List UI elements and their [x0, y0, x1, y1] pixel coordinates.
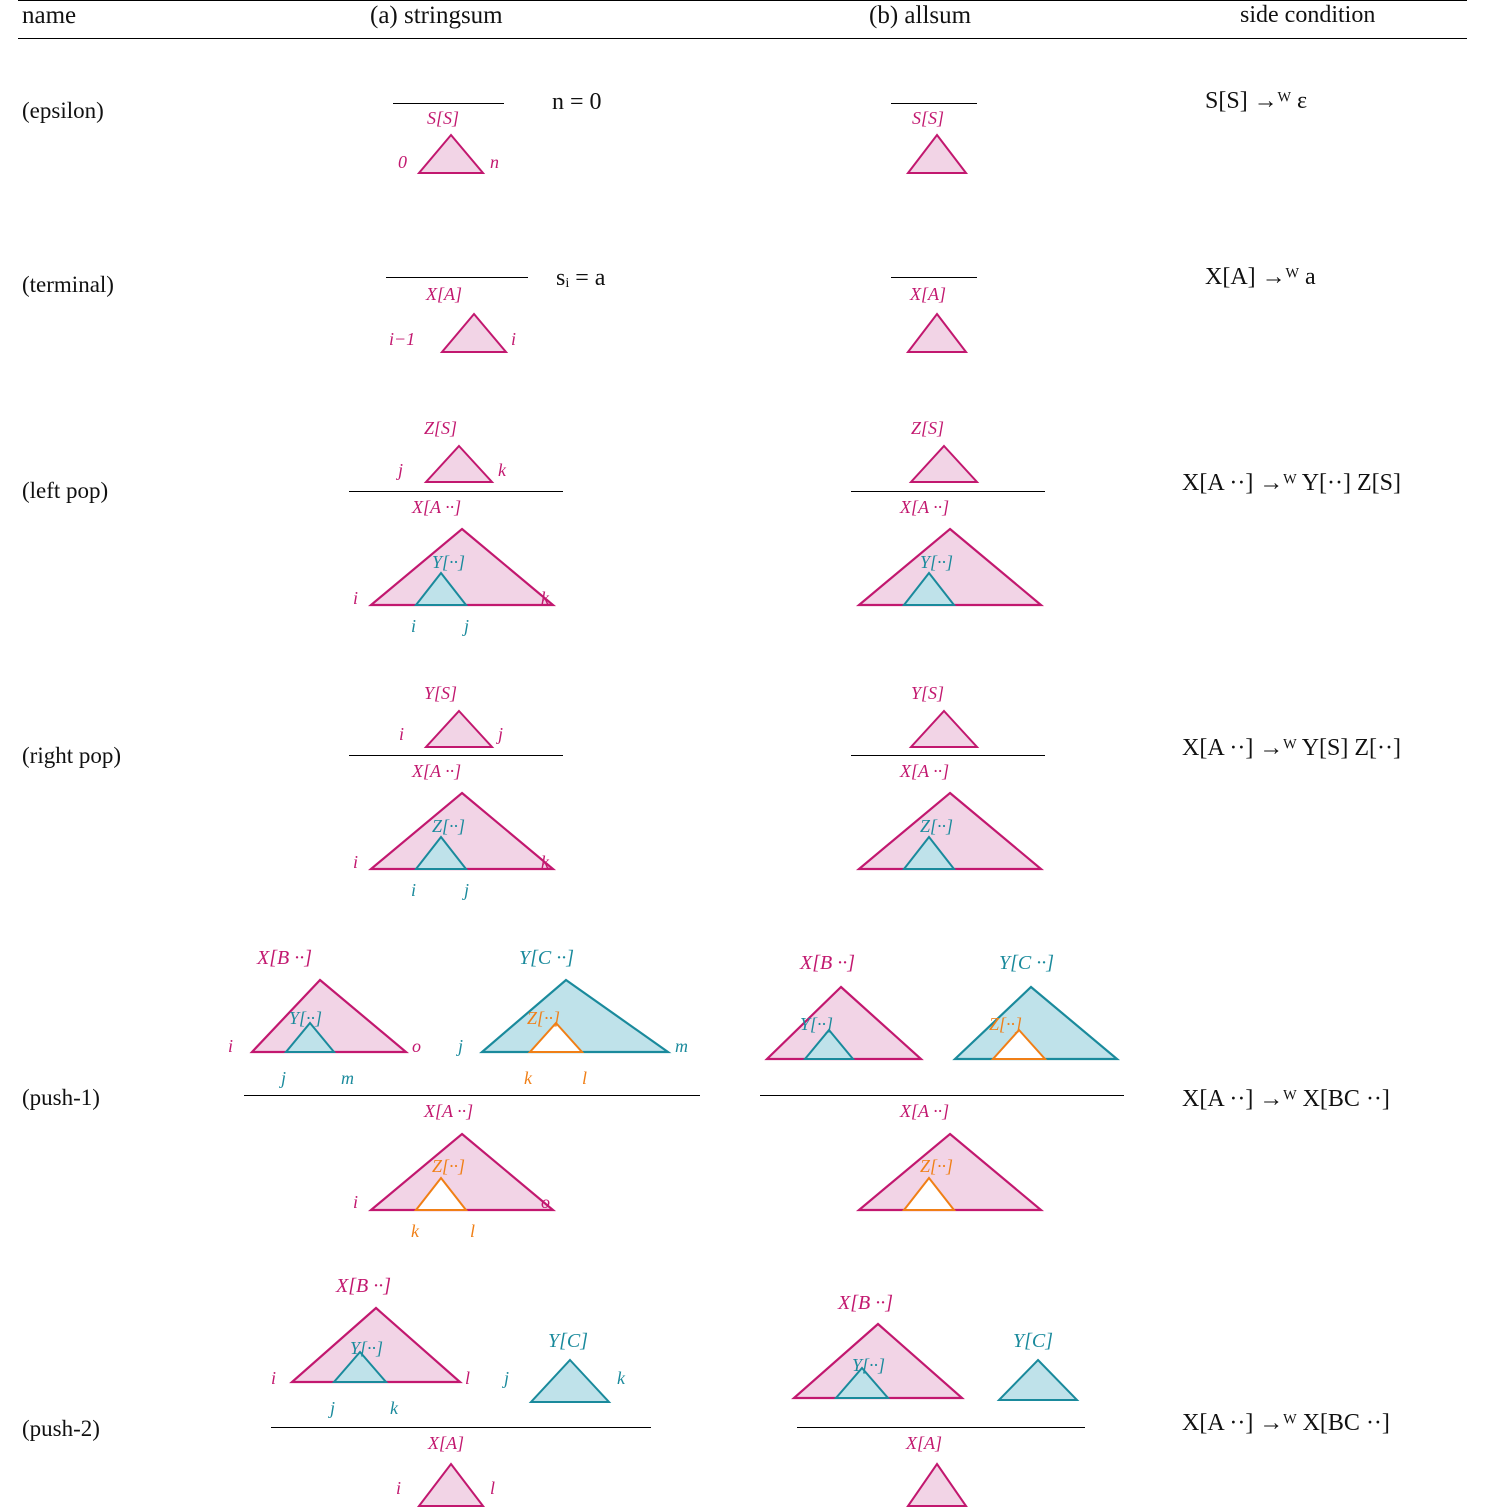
push1-a-inner-left-index: k: [411, 1221, 419, 1241]
right-pop-a-inner-right-index: j: [464, 880, 470, 900]
push1-a-premise1-inner-left-index: j: [281, 1068, 287, 1088]
push2-b-conclusion-triangle: [906, 1462, 968, 1508]
push1-a-premise2-left-index: j: [458, 1036, 464, 1056]
push2-b-premise1-inner-label: Y[··]: [852, 1355, 886, 1375]
right-pop-b-premise-label: Y[S]: [911, 683, 945, 703]
terminal-a-triangle: [440, 312, 508, 354]
epsilon-a-conclusion-label: S[S]: [427, 108, 460, 128]
right-pop-a-premise-left-index: i: [399, 724, 405, 744]
epsilon-b-conclusion-label: S[S]: [912, 108, 945, 128]
push1-b-premise2-triangle: [951, 985, 1123, 1063]
push1-a-conclusion-label: X[A ··]: [424, 1101, 474, 1121]
push1-a-right-index: o: [541, 1192, 550, 1212]
epsilon-extra-condition: n = 0: [552, 89, 602, 115]
left-pop-a-inner-left-index: i: [411, 616, 417, 636]
left-pop-a-conclusion-label: X[A ··]: [412, 497, 462, 517]
terminal-b-triangle: [906, 312, 968, 354]
push2-a-premise1-label: X[B ··]: [336, 1275, 391, 1297]
side-condition-epsilon: S[S] →ᵂ ε: [1205, 88, 1308, 114]
push2-a-inference-line: [271, 1427, 651, 1428]
right-pop-b-inner-label: Z[··]: [920, 816, 954, 836]
right-pop-a-inner-left-index: i: [411, 880, 417, 900]
column-header-stringsum: (a) stringsum: [370, 2, 503, 29]
epsilon-a-left-index: 0: [398, 152, 407, 172]
left-pop-a-premise-label: Z[S]: [424, 418, 458, 438]
right-pop-a-left-index: i: [353, 852, 359, 872]
push2-b-conclusion-label: X[A]: [906, 1433, 942, 1453]
side-condition-terminal: X[A] →ᵂ a: [1205, 264, 1316, 290]
right-pop-a-premise-right-index: j: [498, 724, 504, 744]
side-condition-push-2: X[A ··] →ᵂ X[BC ··]: [1182, 1410, 1390, 1436]
epsilon-a-inference-line: [393, 103, 504, 104]
epsilon-a-right-index: n: [490, 152, 499, 172]
left-pop-a-inference-line: [349, 491, 563, 492]
right-pop-a-inner-label: Z[··]: [432, 816, 466, 836]
push2-b-premise2-triangle: [995, 1358, 1081, 1404]
terminal-a-conclusion-label: X[A]: [426, 284, 462, 304]
push1-a-left-index: i: [353, 1192, 359, 1212]
side-condition-push-1: X[A ··] →ᵂ X[BC ··]: [1182, 1086, 1390, 1112]
right-pop-a-premise-triangle: [424, 709, 494, 749]
right-pop-a-inference-line: [349, 755, 563, 756]
push1-b-premise2-label: Y[C ··]: [999, 952, 1055, 974]
push2-a-conclusion-triangle: [417, 1462, 485, 1508]
terminal-extra-condition: sᵢ = a: [556, 265, 606, 291]
row-label-push-1: (push-1): [22, 1085, 100, 1110]
push2-a-premise2-triangle: [527, 1358, 613, 1406]
terminal-b-inference-line: [891, 277, 977, 278]
terminal-a-inference-line: [386, 277, 528, 278]
row-label-terminal: (terminal): [22, 272, 114, 297]
push2-b-inference-line: [797, 1427, 1085, 1428]
push2-a-premise1-inner-left-index: j: [330, 1398, 336, 1418]
column-header-side-condition: side condition: [1240, 2, 1376, 28]
push1-a-premise1-left-index: i: [228, 1036, 234, 1056]
push1-b-inner-label: Z[··]: [920, 1156, 954, 1176]
epsilon-a-triangle: [417, 133, 485, 175]
left-pop-a-inner-label: Y[··]: [432, 552, 466, 572]
left-pop-a-inner-right-index: j: [464, 616, 470, 636]
right-pop-b-premise-triangle: [909, 709, 979, 749]
left-pop-a-right-index: k: [541, 588, 549, 608]
push2-a-premise2-right-index: k: [617, 1368, 625, 1388]
row-label-right-pop: (right pop): [22, 743, 122, 768]
left-pop-b-premise-label: Z[S]: [911, 418, 945, 438]
left-pop-b-inference-line: [851, 491, 1045, 492]
push1-a-premise2-label: Y[C ··]: [519, 947, 575, 969]
push1-a-premise1-label: X[B ··]: [257, 947, 312, 969]
push1-a-premise2-inner-left-index: k: [524, 1068, 532, 1088]
push1-b-premise2-inner-label: Z[··]: [989, 1014, 1023, 1034]
column-header-allsum: (b) allsum: [869, 2, 972, 29]
push2-a-premise2-label: Y[C]: [548, 1330, 589, 1352]
push1-a-premise2-triangle: [478, 978, 674, 1056]
epsilon-b-triangle: [906, 133, 968, 175]
push2-a-left-index: i: [396, 1478, 402, 1498]
left-pop-a-left-index: i: [353, 588, 359, 608]
push1-b-premise1-triangle: [763, 985, 927, 1063]
row-label-push-2: (push-2): [22, 1416, 100, 1441]
push1-a-premise1-triangle: [248, 978, 412, 1056]
terminal-a-left-index: i−1: [389, 329, 416, 349]
push2-b-premise2-label: Y[C]: [1013, 1330, 1054, 1352]
push1-a-inference-line: [244, 1095, 700, 1096]
push1-a-premise2-right-index: m: [675, 1036, 688, 1056]
push1-a-premise1-inner-label: Y[··]: [289, 1008, 323, 1028]
table-header-rule: [18, 38, 1467, 39]
right-pop-a-right-index: k: [541, 852, 549, 872]
push1-a-premise1-inner-right-index: m: [341, 1068, 354, 1088]
table-top-rule: [18, 0, 1467, 1]
right-pop-b-inference-line: [851, 755, 1045, 756]
row-label-left-pop: (left pop): [22, 478, 109, 503]
push1-b-inference-line: [760, 1095, 1124, 1096]
left-pop-b-conclusion-label: X[A ··]: [900, 497, 950, 517]
side-condition-right-pop: X[A ··] →ᵂ Y[S] Z[··]: [1182, 735, 1401, 761]
left-pop-b-inner-label: Y[··]: [920, 552, 954, 572]
push2-a-premise1-right-index: l: [465, 1368, 471, 1388]
right-pop-a-premise-label: Y[S]: [424, 683, 458, 703]
push1-b-conclusion-label: X[A ··]: [900, 1101, 950, 1121]
row-label-epsilon: (epsilon): [22, 98, 104, 123]
column-header-name: name: [22, 2, 77, 29]
push1-a-inner-right-index: l: [470, 1221, 476, 1241]
push2-a-premise1-inner-label: Y[··]: [350, 1338, 384, 1358]
left-pop-a-premise-right-index: k: [498, 460, 506, 480]
push1-b-premise1-inner-label: Y[··]: [800, 1014, 834, 1034]
push2-b-premise1-label: X[B ··]: [838, 1292, 893, 1314]
left-pop-a-premise-left-index: j: [398, 460, 404, 480]
epsilon-b-inference-line: [891, 103, 977, 104]
right-pop-b-conclusion-label: X[A ··]: [900, 761, 950, 781]
push1-a-premise2-inner-right-index: l: [582, 1068, 588, 1088]
left-pop-a-premise-triangle: [424, 444, 494, 484]
push2-a-premise1-inner-right-index: k: [390, 1398, 398, 1418]
right-pop-a-conclusion-label: X[A ··]: [412, 761, 462, 781]
terminal-a-right-index: i: [511, 329, 517, 349]
push2-a-conclusion-label: X[A]: [428, 1433, 464, 1453]
push1-a-premise2-inner-label: Z[··]: [527, 1008, 561, 1028]
push1-b-premise1-label: X[B ··]: [800, 952, 855, 974]
side-condition-left-pop: X[A ··] →ᵂ Y[··] Z[S]: [1182, 470, 1401, 496]
push1-a-inner-label: Z[··]: [432, 1156, 466, 1176]
push2-a-premise2-left-index: j: [504, 1368, 510, 1388]
push1-a-premise1-right-index: o: [412, 1036, 421, 1056]
left-pop-b-premise-triangle: [909, 444, 979, 484]
push2-a-right-index: l: [490, 1478, 496, 1498]
terminal-b-conclusion-label: X[A]: [910, 284, 946, 304]
push2-a-premise1-left-index: i: [271, 1368, 277, 1388]
